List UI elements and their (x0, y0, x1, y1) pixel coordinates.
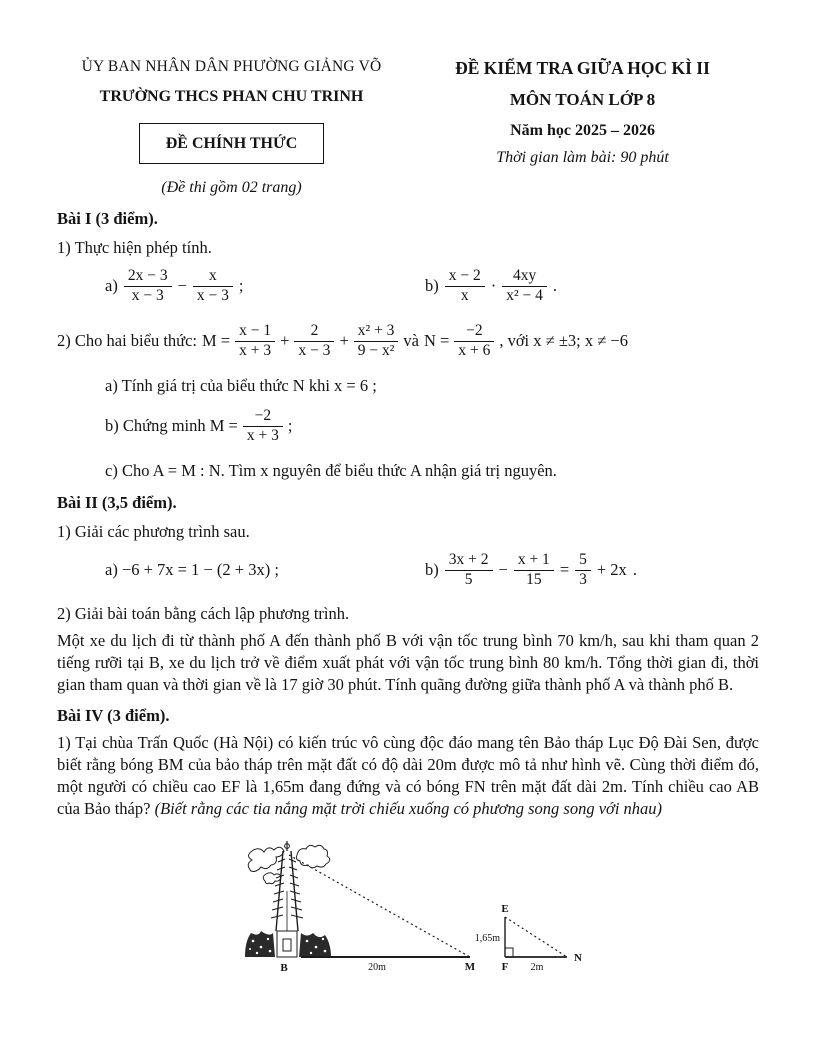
point-label-F: F (501, 961, 509, 974)
dimension-20m: 20m (368, 962, 386, 974)
fraction-denominator: x − 3 (298, 341, 331, 359)
operator: + 2x (596, 560, 627, 580)
punctuation: ; (238, 276, 244, 296)
fraction-denominator: x² − 4 (506, 286, 543, 304)
bai1-q2a: a) Tính giá trị của biểu thức N khi x = 6 ; (105, 376, 377, 396)
fraction-numerator: 4xy (502, 268, 547, 287)
bai1-q1-equations (57, 260, 759, 312)
school-name: TRƯỜNG THCS PHAN CHU TRINH (99, 88, 364, 106)
fraction (193, 268, 233, 304)
right-angle-mark (505, 948, 513, 957)
operator: − (498, 560, 508, 580)
bai1-q1b-equation (425, 260, 557, 312)
section-title-bai-1: Bài I (3 điểm). (57, 208, 158, 228)
m-equals: M = (202, 331, 231, 351)
bai2-q1b-equation (425, 544, 637, 596)
fraction (243, 408, 283, 444)
bai2-question-1: 1) Giải các phương trình sau. (57, 521, 250, 541)
bai2-word-problem: Một xe du lịch đi từ thành phố A đến thành phố B với vận tốc trung bình 70 km/h, sau khi tham quan 2 tiếng rưỡi tại B, xe du lịch trở về điểm xuất phát với vận tốc trung bình 80 km/h. Tổng thời gian đi, thời gian tham quan và thời gian về là 17 giờ 30 phút. Tính quãng đường giữa thành phố A và thành phố B. (57, 631, 759, 694)
fraction-numerator: x + 1 (514, 552, 554, 571)
operator: · (490, 276, 497, 296)
punctuation: . (552, 276, 558, 296)
fraction-denominator: 15 (526, 570, 542, 588)
question-intro: 2) Cho hai biểu thức: (57, 331, 198, 351)
exam-duration: Thời gian làm bài: 90 phút (496, 148, 669, 166)
punctuation: ; (287, 416, 293, 436)
operator: + (280, 331, 290, 351)
fraction (354, 323, 399, 359)
official-exam-box: ĐỀ CHÍNH THỨC (139, 123, 325, 164)
operator: = (559, 560, 570, 580)
pagoda-shadow-diagram (237, 835, 597, 985)
fraction (124, 268, 172, 304)
page-count-note: (Đề thi gồm 02 trang) (161, 178, 302, 196)
fraction-numerator: 3x + 2 (445, 552, 493, 571)
bai1-q2c: c) Cho A = M : N. Tìm x nguyên để biểu thức A nhận giá trị nguyên. (105, 461, 557, 481)
operator: + (339, 331, 349, 351)
subject-grade: MÔN TOÁN LỚP 8 (509, 90, 656, 110)
section-title-bai-2: Bài II (3,5 điểm). (57, 492, 177, 512)
fraction-denominator: 3 (579, 570, 587, 588)
fraction (445, 268, 485, 304)
fraction (294, 323, 334, 359)
exam-title: ĐỀ KIỂM TRA GIỮA HỌC KÌ II (455, 58, 710, 78)
school-year: Năm học 2025 – 2026 (510, 121, 655, 139)
fraction-numerator: −2 (454, 323, 494, 342)
conjunction: và (403, 331, 419, 351)
fraction-denominator: x − 3 (196, 286, 229, 304)
problem-note-italic: (Biết rằng các tia nắng mặt trời chiếu xuống có phương song song với nhau) (154, 798, 663, 818)
point-label-E: E (501, 903, 509, 916)
fraction (575, 552, 591, 588)
figure-container (237, 835, 759, 991)
org-name: ỦY BAN NHÂN DÂN PHƯỜNG GIẢNG VÕ (81, 58, 382, 75)
bai4-word-problem (57, 732, 759, 819)
fraction-denominator: 9 − x² (357, 341, 395, 359)
fraction-denominator: 5 (464, 570, 473, 588)
bai1-q1a-equation (105, 260, 243, 312)
header-left-block (57, 57, 406, 198)
fraction-numerator: x² + 3 (354, 323, 399, 342)
fraction-numerator: −2 (243, 408, 283, 427)
fraction-numerator: x − 2 (445, 268, 485, 287)
fraction-numerator: x − 1 (235, 323, 275, 342)
fraction-denominator: x + 6 (458, 341, 491, 359)
header-right-block (406, 57, 759, 198)
point-label-N: N (574, 952, 582, 965)
fraction (502, 268, 547, 304)
fraction-denominator: x − 3 (131, 286, 164, 304)
fraction-denominator: x (460, 286, 469, 304)
fraction (235, 323, 275, 359)
punctuation: . (632, 560, 637, 580)
fraction-denominator: x + 3 (239, 341, 272, 359)
pagoda-base-sketch (245, 931, 331, 957)
section-title-bai-4: Bài IV (3 điểm). (57, 706, 170, 726)
bai1-question-2-expressions (57, 314, 759, 368)
fraction-numerator: x (193, 268, 233, 287)
bai1-q2b (105, 399, 759, 453)
item-label: a) (105, 276, 118, 296)
dimension-165m: 1,65m (474, 933, 500, 945)
fraction-numerator: 5 (575, 552, 591, 571)
dimension-2m: 2m (530, 962, 544, 974)
domain-condition: , với x ≠ ±3; x ≠ −6 (499, 331, 628, 351)
bai2-question-2: 2) Giải bài toán bằng cách lập phương trình. (57, 604, 350, 624)
fraction (454, 323, 494, 359)
foliage-top-sketch (248, 846, 330, 884)
person-triangle-EFN (505, 917, 567, 957)
bai2-q1-equations (57, 544, 759, 596)
bai1-question-1: 1) Thực hiện phép tính. (57, 237, 212, 257)
item-label: b) (425, 276, 439, 296)
statement-text: b) Chứng minh M = (105, 416, 238, 436)
problem-text: 1) Tại chùa Trấn Quốc (Hà Nội) có kiến trúc vô cùng độc đáo mang tên Bảo tháp Lục Độ Đài Sen, được biết rằng bóng BM của bảo tháp trên mặt đất có độ dài 20m được mô tả như hình vẽ. Cùng thời điểm đó, một người có chiều cao EF là 1,65m đang đứng và có bóng FN trên mặt đất dài 2m. Tính chiều cao AB của Bảo tháp? (57, 733, 759, 818)
fraction-denominator: x + 3 (246, 426, 279, 444)
fraction (514, 552, 554, 588)
fraction-numerator: 2 (294, 323, 334, 342)
fraction-numerator: 2x − 3 (124, 268, 172, 287)
exam-header (57, 57, 759, 198)
operator: − (177, 276, 187, 296)
point-label-M: M (464, 961, 476, 974)
bai2-q1a-equation: a) −6 + 7x = 1 − (2 + 3x) ; (105, 560, 279, 580)
n-equals: N = (423, 331, 450, 351)
point-label-B: B (280, 962, 288, 975)
fraction (445, 552, 493, 588)
item-label: b) (425, 560, 439, 580)
